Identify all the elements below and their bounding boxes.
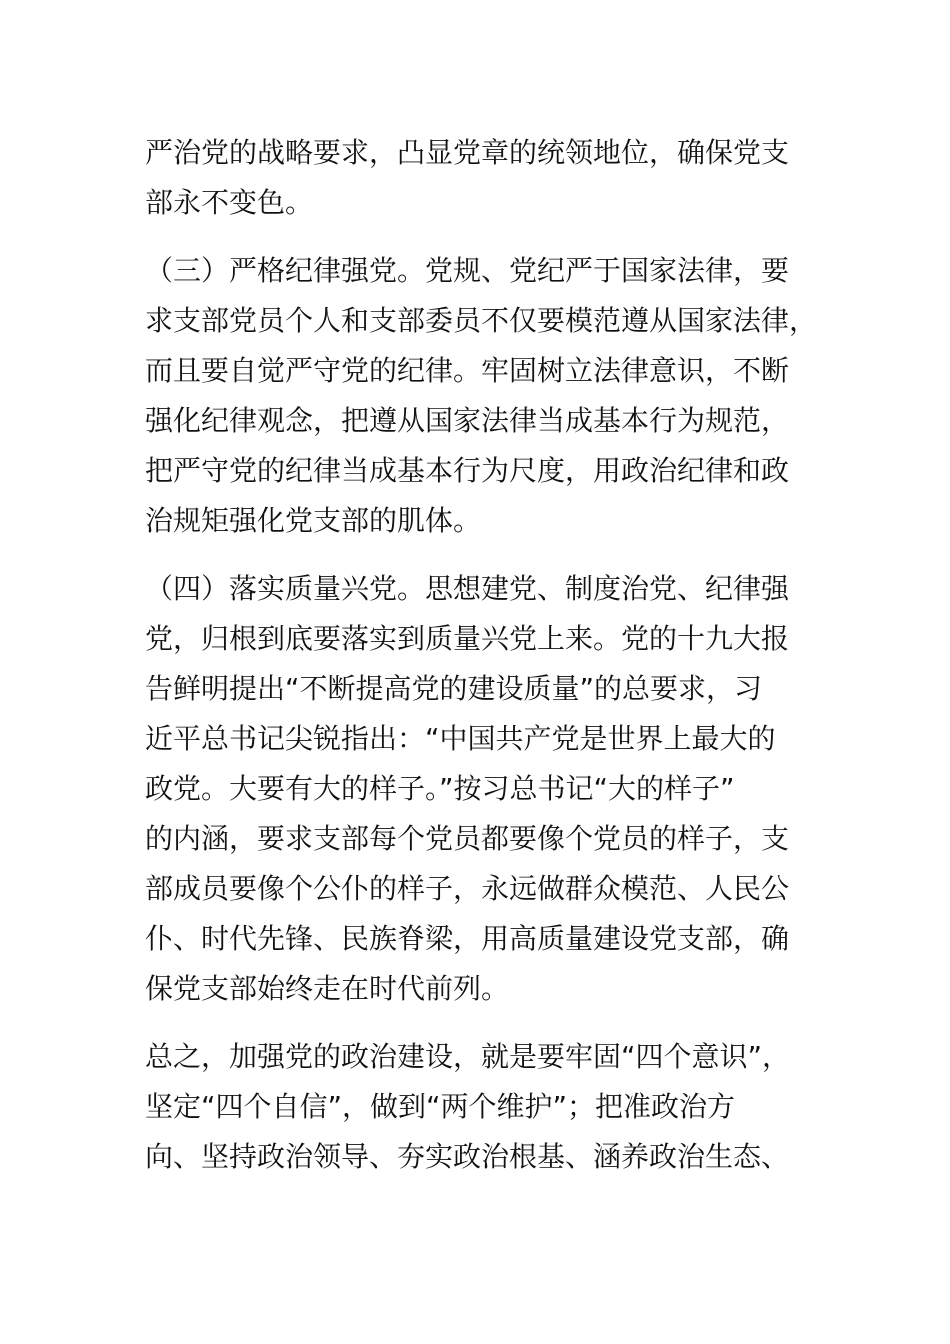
text-line: 保党支部始终走在时代前列。 xyxy=(145,972,510,1005)
paragraph-4 xyxy=(145,1032,815,1182)
document-body xyxy=(145,128,818,1182)
text-line: 治规矩强化党支部的肌体。 xyxy=(145,504,482,537)
text-line: 强化纪律观念，把遵从国家法律当成基本行为规范， xyxy=(145,404,790,437)
text-line: 求支部党员个人和支部委员不仅要模范遵从国家法律， xyxy=(145,304,818,337)
text-line: 总之，加强党的政治建设，就是要牢固“四个意识”， xyxy=(145,1040,791,1073)
text-line: 严治党的战略要求，凸显党章的统领地位，确保党支 xyxy=(145,136,790,169)
paragraph-1 xyxy=(145,128,815,228)
text-line: 的内涵，要求支部每个党员都要像个党员的样子，支 xyxy=(145,822,790,855)
text-line: 向、坚持政治领导、夯实政治根基、涵养政治生态、 xyxy=(145,1140,790,1173)
text-line: 近平总书记尖锐指出：“中国共产党是世界上最大的 xyxy=(145,722,776,755)
text-line: 政党。大要有大的样子。”按习总书记“大的样子” xyxy=(145,772,735,805)
text-line: 仆、时代先锋、民族脊梁，用高质量建设党支部，确 xyxy=(145,922,790,955)
text-line: 把严守党的纪律当成基本行为尺度，用政治纪律和政 xyxy=(145,454,790,487)
paragraph-3 xyxy=(145,564,815,1014)
text-line: 部永不变色。 xyxy=(145,186,314,219)
text-line: 坚定“四个自信”，做到“两个维护”；把准政治方 xyxy=(145,1090,736,1123)
text-line: 而且要自觉严守党的纪律。牢固树立法律意识，不断 xyxy=(145,354,790,387)
text-line: （四）落实质量兴党。思想建党、制度治党、纪律强 xyxy=(145,572,790,605)
paragraph-2 xyxy=(145,246,818,546)
text-line: 部成员要像个公仆的样子，永远做群众模范、人民公 xyxy=(145,872,790,905)
text-line: 党，归根到底要落实到质量兴党上来。党的十九大报 xyxy=(145,622,790,655)
text-line: （三）严格纪律强党。党规、党纪严于国家法律，要 xyxy=(145,254,790,287)
text-line: 告鲜明提出“不断提高党的建设质量”的总要求，习 xyxy=(145,672,763,705)
